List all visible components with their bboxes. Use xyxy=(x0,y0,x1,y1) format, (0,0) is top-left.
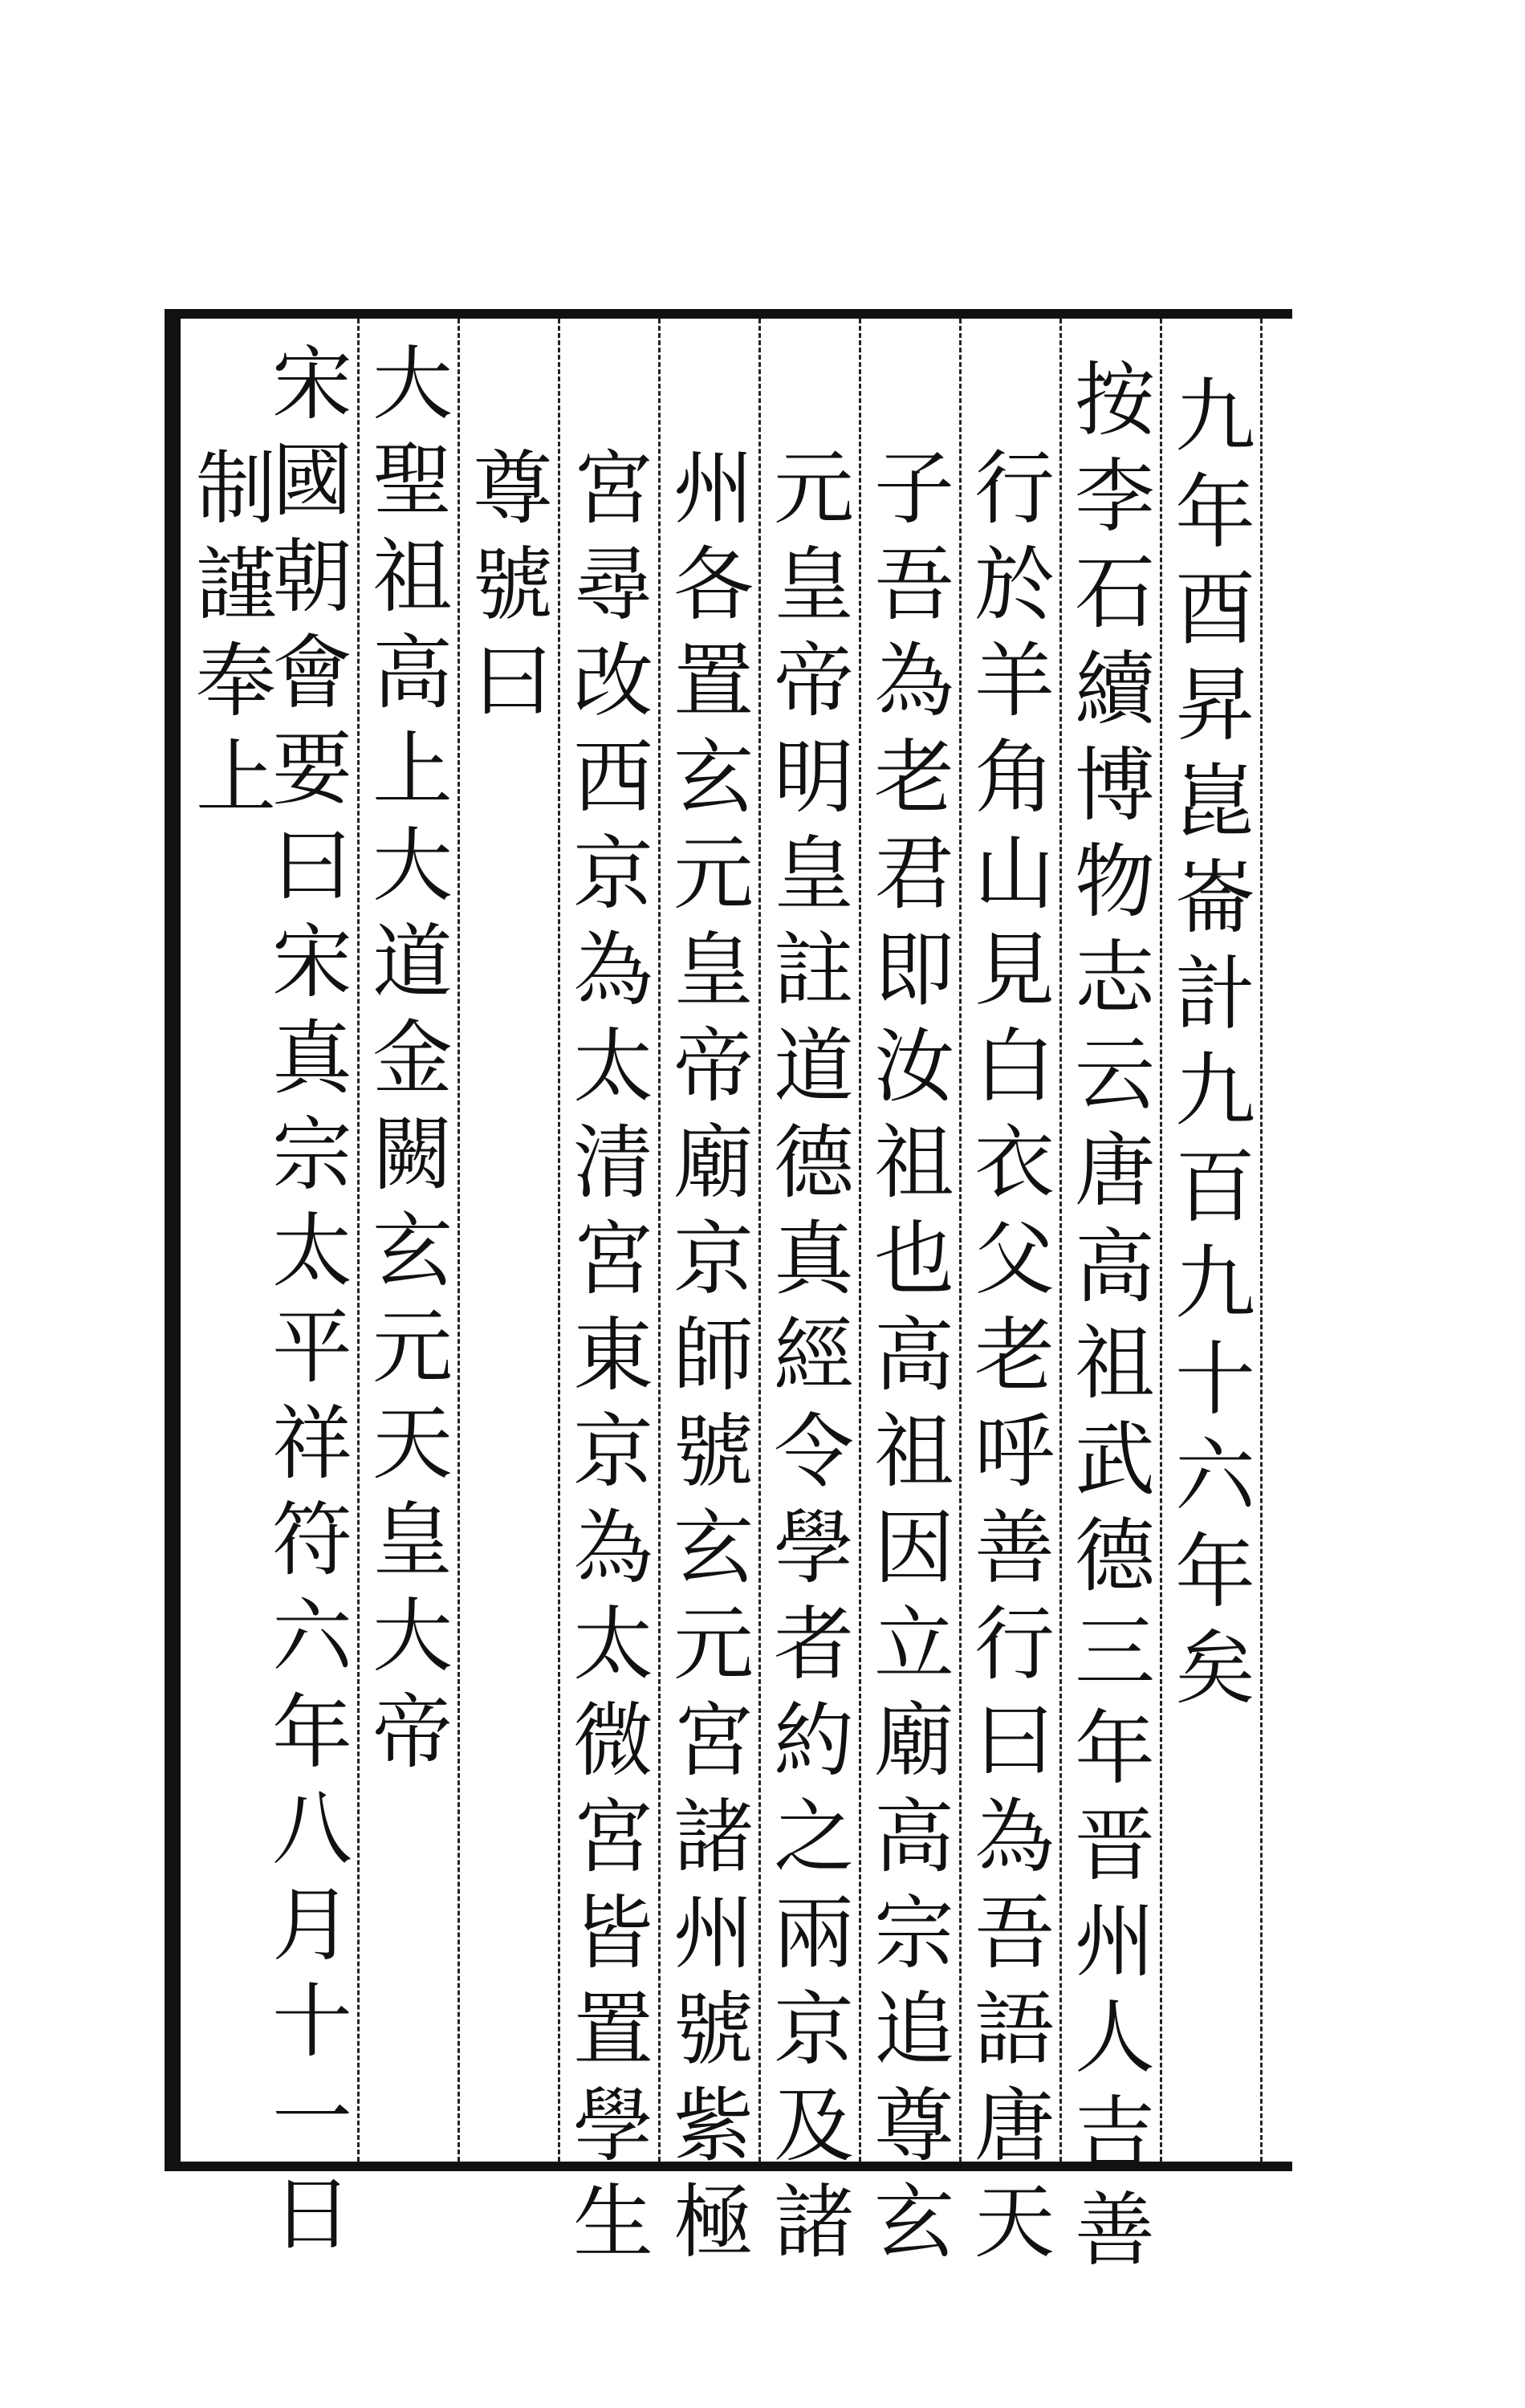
column-text: 宋國朝會要曰宋真宗太平祥符六年八月十一日 xyxy=(258,341,352,2268)
frame-left-border xyxy=(165,309,181,2171)
column-text: 子吾為老君即汝祖也高祖因立廟高宗追尊玄 xyxy=(860,445,954,2276)
column-text: 九年酉昇崑崙計九百九十六年矣 xyxy=(1161,373,1255,1722)
page-frame xyxy=(165,309,1292,2284)
text-column-7 xyxy=(558,445,654,2276)
text-column-4 xyxy=(859,445,955,2276)
column-text: 州各置玄元皇帝廟京師號玄元宮諸州號紫極 xyxy=(660,445,754,2276)
column-text: 大聖祖高上大道金闕玄元天皇大帝 xyxy=(359,341,453,1786)
text-column-8 xyxy=(458,445,554,2171)
column-text: 尊號曰 xyxy=(459,445,553,734)
column-text: 按李石續博物志云唐高祖武德三年晋州人吉善 xyxy=(1061,357,1155,2284)
column-text: 元皇帝明皇註道德真經令學者約之兩京及諸 xyxy=(760,445,854,2276)
column-rule xyxy=(1260,319,1263,2162)
column-text: 宮尋改西京為太清宮東京為太微宮皆置學生 xyxy=(559,445,653,2276)
text-column-6 xyxy=(658,445,754,2276)
column-text: 制謹奉上 xyxy=(182,445,276,831)
text-column-3 xyxy=(959,445,1055,2276)
text-column-2 xyxy=(1059,357,1156,2284)
column-text: 行於羊角山見白衣父老呼善行曰為吾語唐天 xyxy=(961,445,1055,2276)
frame-top-border xyxy=(165,309,1292,319)
text-column-11 xyxy=(181,445,277,2171)
text-column-9 xyxy=(357,341,453,2171)
text-column-1 xyxy=(1160,373,1256,2171)
text-column-5 xyxy=(758,445,855,2276)
